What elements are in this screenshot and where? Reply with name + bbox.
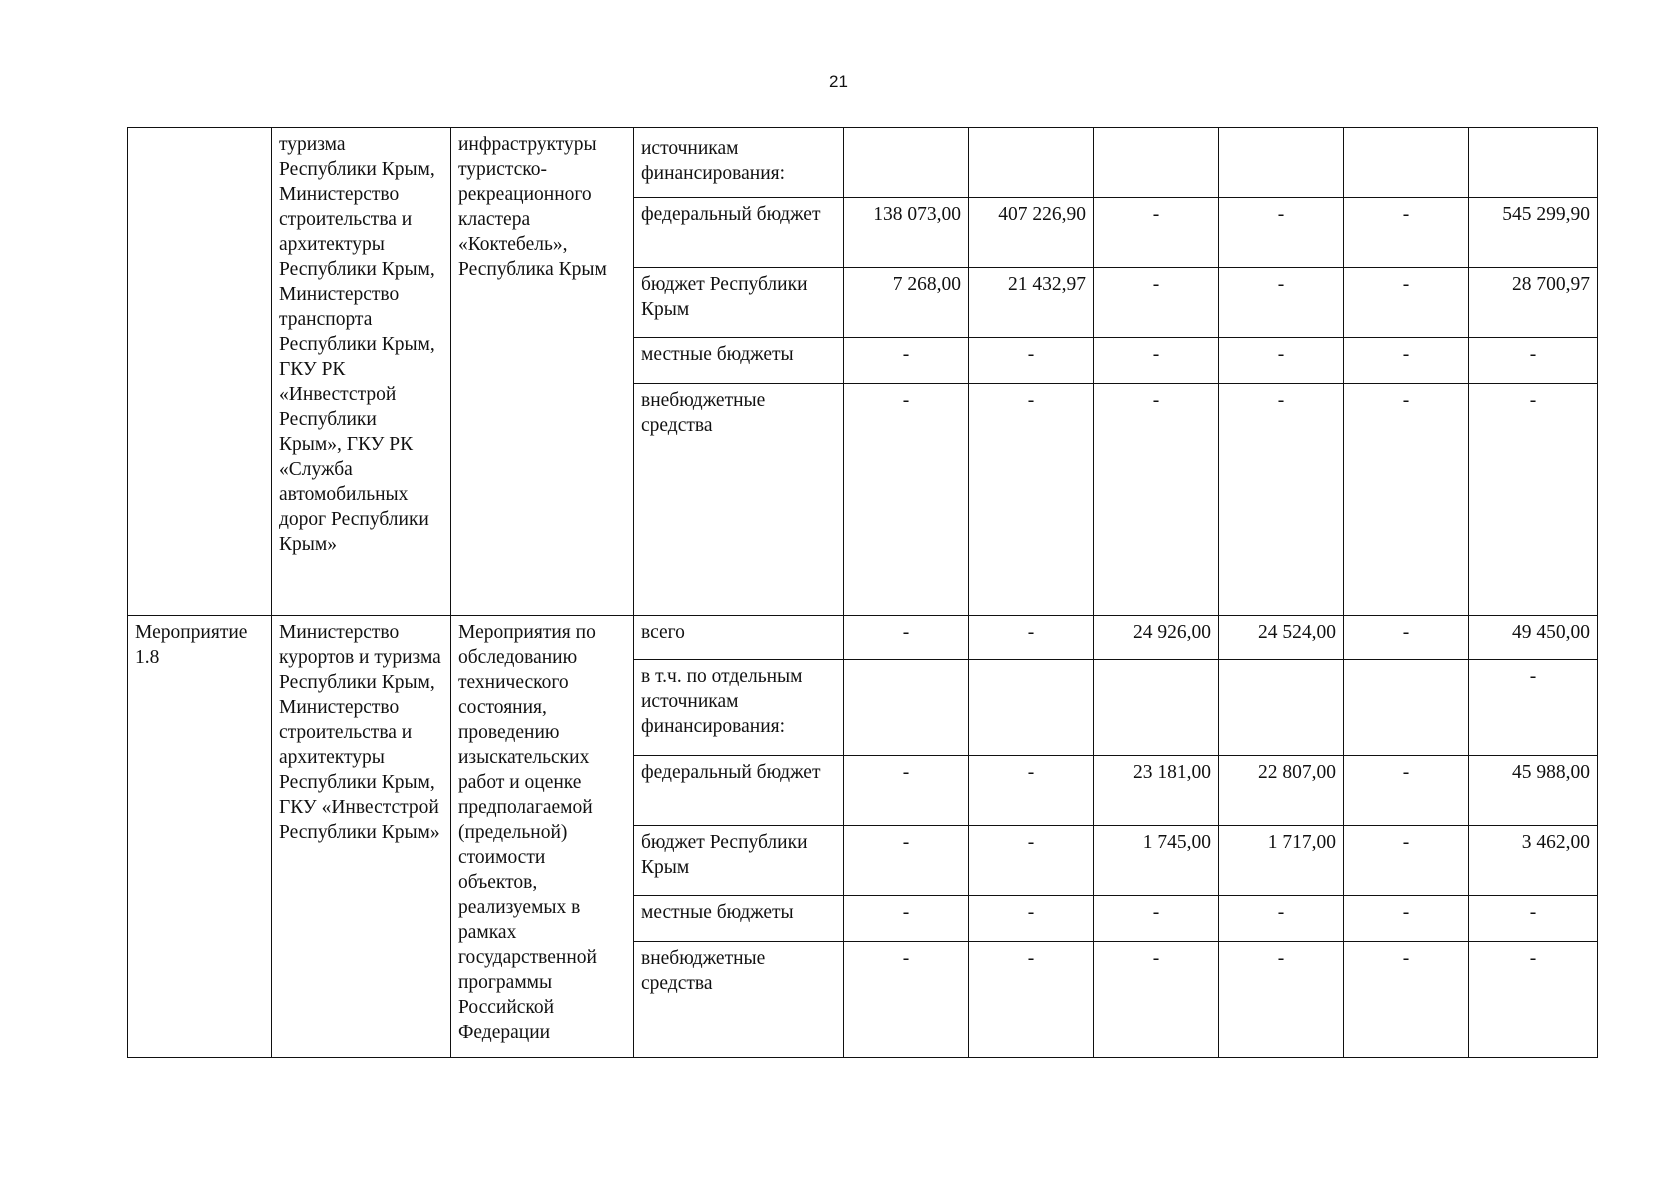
value-cell: 545 299,90 bbox=[1469, 198, 1598, 268]
value-cell: - bbox=[1469, 660, 1598, 756]
value-cell: - bbox=[969, 338, 1094, 384]
value-cell: - bbox=[844, 896, 969, 942]
value-cell bbox=[969, 128, 1094, 198]
source-label: внебюджетные средства bbox=[634, 942, 844, 1058]
source-label: в т.ч. по отдельным источникам финансирования: bbox=[634, 660, 844, 756]
value-cell: - bbox=[844, 338, 969, 384]
value-cell: - bbox=[1094, 896, 1219, 942]
value-cell: - bbox=[969, 384, 1094, 616]
value-cell: - bbox=[1344, 756, 1469, 826]
value-cell: - bbox=[844, 384, 969, 616]
value-cell bbox=[1344, 128, 1469, 198]
value-cell bbox=[969, 660, 1094, 756]
value-cell: 407 226,90 bbox=[969, 198, 1094, 268]
value-cell: 24 926,00 bbox=[1094, 616, 1219, 660]
value-cell: - bbox=[1344, 942, 1469, 1058]
source-label: внебюджетные средства bbox=[634, 384, 844, 616]
value-cell: - bbox=[1094, 338, 1219, 384]
value-cell: - bbox=[844, 616, 969, 660]
value-cell bbox=[1094, 128, 1219, 198]
table-row bbox=[128, 616, 1598, 660]
value-cell: - bbox=[1469, 384, 1598, 616]
value-cell: - bbox=[1219, 896, 1344, 942]
value-cell: - bbox=[1469, 942, 1598, 1058]
cell-col2: Министерство курортов и туризма Республики Крым, Министерство строительства и архитектуры Республики Крым, ГКУ «Инвестстрой Республики Крым» bbox=[272, 616, 451, 1058]
value-cell: - bbox=[1094, 198, 1219, 268]
table-row bbox=[128, 128, 1598, 198]
value-cell: - bbox=[844, 756, 969, 826]
value-cell: 7 268,00 bbox=[844, 268, 969, 338]
value-cell: 1 745,00 bbox=[1094, 826, 1219, 896]
value-cell: - bbox=[1344, 338, 1469, 384]
value-cell: - bbox=[969, 826, 1094, 896]
value-cell: - bbox=[1219, 942, 1344, 1058]
value-cell: 49 450,00 bbox=[1469, 616, 1598, 660]
value-cell: - bbox=[1469, 338, 1598, 384]
value-cell: - bbox=[969, 616, 1094, 660]
value-cell: 22 807,00 bbox=[1219, 756, 1344, 826]
cell-col1: Мероприятие 1.8 bbox=[128, 616, 272, 1058]
source-label: источникам финансирования: bbox=[634, 128, 844, 198]
value-cell: 1 717,00 bbox=[1219, 826, 1344, 896]
source-label: местные бюджеты bbox=[634, 338, 844, 384]
value-cell: 23 181,00 bbox=[1094, 756, 1219, 826]
value-cell: - bbox=[969, 756, 1094, 826]
value-cell bbox=[844, 128, 969, 198]
value-cell bbox=[1219, 128, 1344, 198]
value-cell: - bbox=[1094, 268, 1219, 338]
source-label: федеральный бюджет bbox=[634, 198, 844, 268]
value-cell: - bbox=[1344, 616, 1469, 660]
page-number: 21 bbox=[829, 72, 848, 91]
value-cell: 24 524,00 bbox=[1219, 616, 1344, 660]
value-cell: - bbox=[1344, 268, 1469, 338]
value-cell: - bbox=[1094, 942, 1219, 1058]
value-cell: - bbox=[1344, 198, 1469, 268]
value-cell bbox=[844, 660, 969, 756]
value-cell bbox=[1094, 660, 1219, 756]
source-label: местные бюджеты bbox=[634, 896, 844, 942]
source-label: федеральный бюджет bbox=[634, 756, 844, 826]
value-cell: - bbox=[1094, 384, 1219, 616]
value-cell: - bbox=[1219, 268, 1344, 338]
value-cell: - bbox=[1469, 896, 1598, 942]
value-cell: - bbox=[969, 896, 1094, 942]
value-cell: - bbox=[1219, 338, 1344, 384]
value-cell: - bbox=[969, 942, 1094, 1058]
value-cell: 138 073,00 bbox=[844, 198, 969, 268]
cell-col1 bbox=[128, 128, 272, 616]
value-cell bbox=[1219, 660, 1344, 756]
value-cell: - bbox=[1344, 826, 1469, 896]
value-cell: - bbox=[1344, 896, 1469, 942]
value-cell: 3 462,00 bbox=[1469, 826, 1598, 896]
value-cell: - bbox=[844, 942, 969, 1058]
value-cell: 21 432,97 bbox=[969, 268, 1094, 338]
source-label: бюджет Республики Крым bbox=[634, 826, 844, 896]
cell-col3: Мероприятия по обследованию технического состояния, проведению изыскательских работ и оценке предполагаемой (предельной) стоимости объектов, реализуемых в рамках государственной программы Российской Федерации bbox=[451, 616, 634, 1058]
value-cell: - bbox=[1344, 384, 1469, 616]
source-label: бюджет Республики Крым bbox=[634, 268, 844, 338]
value-cell: 45 988,00 bbox=[1469, 756, 1598, 826]
value-cell: - bbox=[1219, 384, 1344, 616]
value-cell bbox=[1469, 128, 1598, 198]
cell-col3: инфраструктуры туристско-рекреационного кластера «Коктебель», Республика Крым bbox=[451, 128, 634, 616]
cell-col2: туризма Республики Крым, Министерство строительства и архитектуры Республики Крым, Министерство транспорта Республики Крым, ГКУ РК «Инвестстрой Республики Крым», ГКУ РК «Служба автомобильных дорог Республики Крым» bbox=[272, 128, 451, 616]
value-cell bbox=[1344, 660, 1469, 756]
source-label: всего bbox=[634, 616, 844, 660]
value-cell: - bbox=[844, 826, 969, 896]
funding-table bbox=[127, 127, 1598, 1058]
value-cell: 28 700,97 bbox=[1469, 268, 1598, 338]
value-cell: - bbox=[1219, 198, 1344, 268]
